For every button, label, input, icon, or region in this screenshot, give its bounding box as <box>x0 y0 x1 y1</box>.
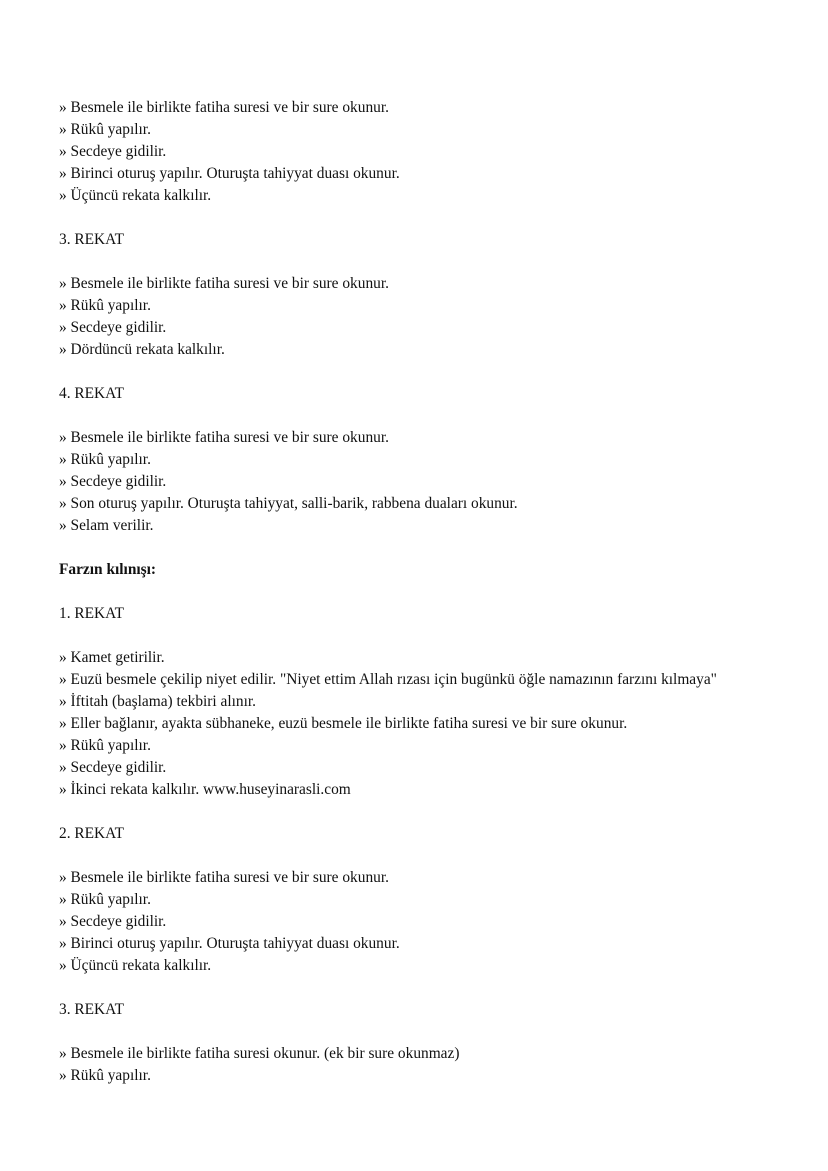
section-list <box>59 867 779 977</box>
list-item: » İftitah (başlama) tekbiri alınır. <box>59 693 257 710</box>
list-item: » Secdeye gidilir. <box>59 759 167 776</box>
section-heading: 1. REKAT <box>59 605 124 622</box>
list-item: » Kamet getirilir. <box>59 649 165 666</box>
list-item: » Üçüncü rekata kalkılır. <box>59 187 212 204</box>
section-heading: 3. REKAT <box>59 1001 124 1018</box>
section-list <box>59 1043 779 1087</box>
list-item: » İkinci rekata kalkılır. www.huseyinarasli.com <box>59 781 351 798</box>
section-heading: 2. REKAT <box>59 825 124 842</box>
list-item: » Secdeye gidilir. <box>59 473 167 490</box>
list-item: » Secdeye gidilir. <box>59 143 167 160</box>
list-item: » Birinci oturuş yapılır. Oturuşta tahiyyat duası okunur. <box>59 935 400 952</box>
list-item: » Secdeye gidilir. <box>59 913 167 930</box>
list-item: » Birinci oturuş yapılır. Oturuşta tahiyyat duası okunur. <box>59 165 400 182</box>
list-item: » Besmele ile birlikte fatiha suresi ve bir sure okunur. <box>59 99 389 116</box>
document-page <box>59 97 779 1087</box>
list-item: » Rükû yapılır. <box>59 121 151 138</box>
list-item: » Euzü besmele çekilip niyet edilir. "Niyet ettim Allah rızası için bugünkü öğle namazının farzını kılmaya" <box>59 671 717 688</box>
list-item: » Dördüncü rekata kalkılır. <box>59 341 225 358</box>
list-item: » Rükû yapılır. <box>59 297 151 314</box>
list-item: » Besmele ile birlikte fatiha suresi ve bir sure okunur. <box>59 429 389 446</box>
list-item: » Besmele ile birlikte fatiha suresi okunur. (ek bir sure okunmaz) <box>59 1045 460 1062</box>
section-list <box>59 427 779 537</box>
list-item: » Rükû yapılır. <box>59 891 151 908</box>
section-list <box>59 647 779 801</box>
list-item: » Selam verilir. <box>59 517 154 534</box>
list-item: » Son oturuş yapılır. Oturuşta tahiyyat, salli-barik, rabbena duaları okunur. <box>59 495 518 512</box>
list-item: » Rükû yapılır. <box>59 451 151 468</box>
list-item: » Rükû yapılır. <box>59 1067 151 1084</box>
list-item: » Besmele ile birlikte fatiha suresi ve bir sure okunur. <box>59 275 389 292</box>
section-heading: 4. REKAT <box>59 385 124 402</box>
list-item: » Besmele ile birlikte fatiha suresi ve bir sure okunur. <box>59 869 389 886</box>
list-item: » Üçüncü rekata kalkılır. <box>59 957 212 974</box>
section-list <box>59 273 779 361</box>
farz-title: Farzın kılınışı: <box>59 561 157 578</box>
section-heading: 3. REKAT <box>59 231 124 248</box>
list-item: » Rükû yapılır. <box>59 737 151 754</box>
list-item: » Secdeye gidilir. <box>59 319 167 336</box>
section-continuation <box>59 97 779 207</box>
list-item: » Eller bağlanır, ayakta sübhaneke, euzü besmele ile birlikte fatiha suresi ve bir sure okunur. <box>59 715 628 732</box>
